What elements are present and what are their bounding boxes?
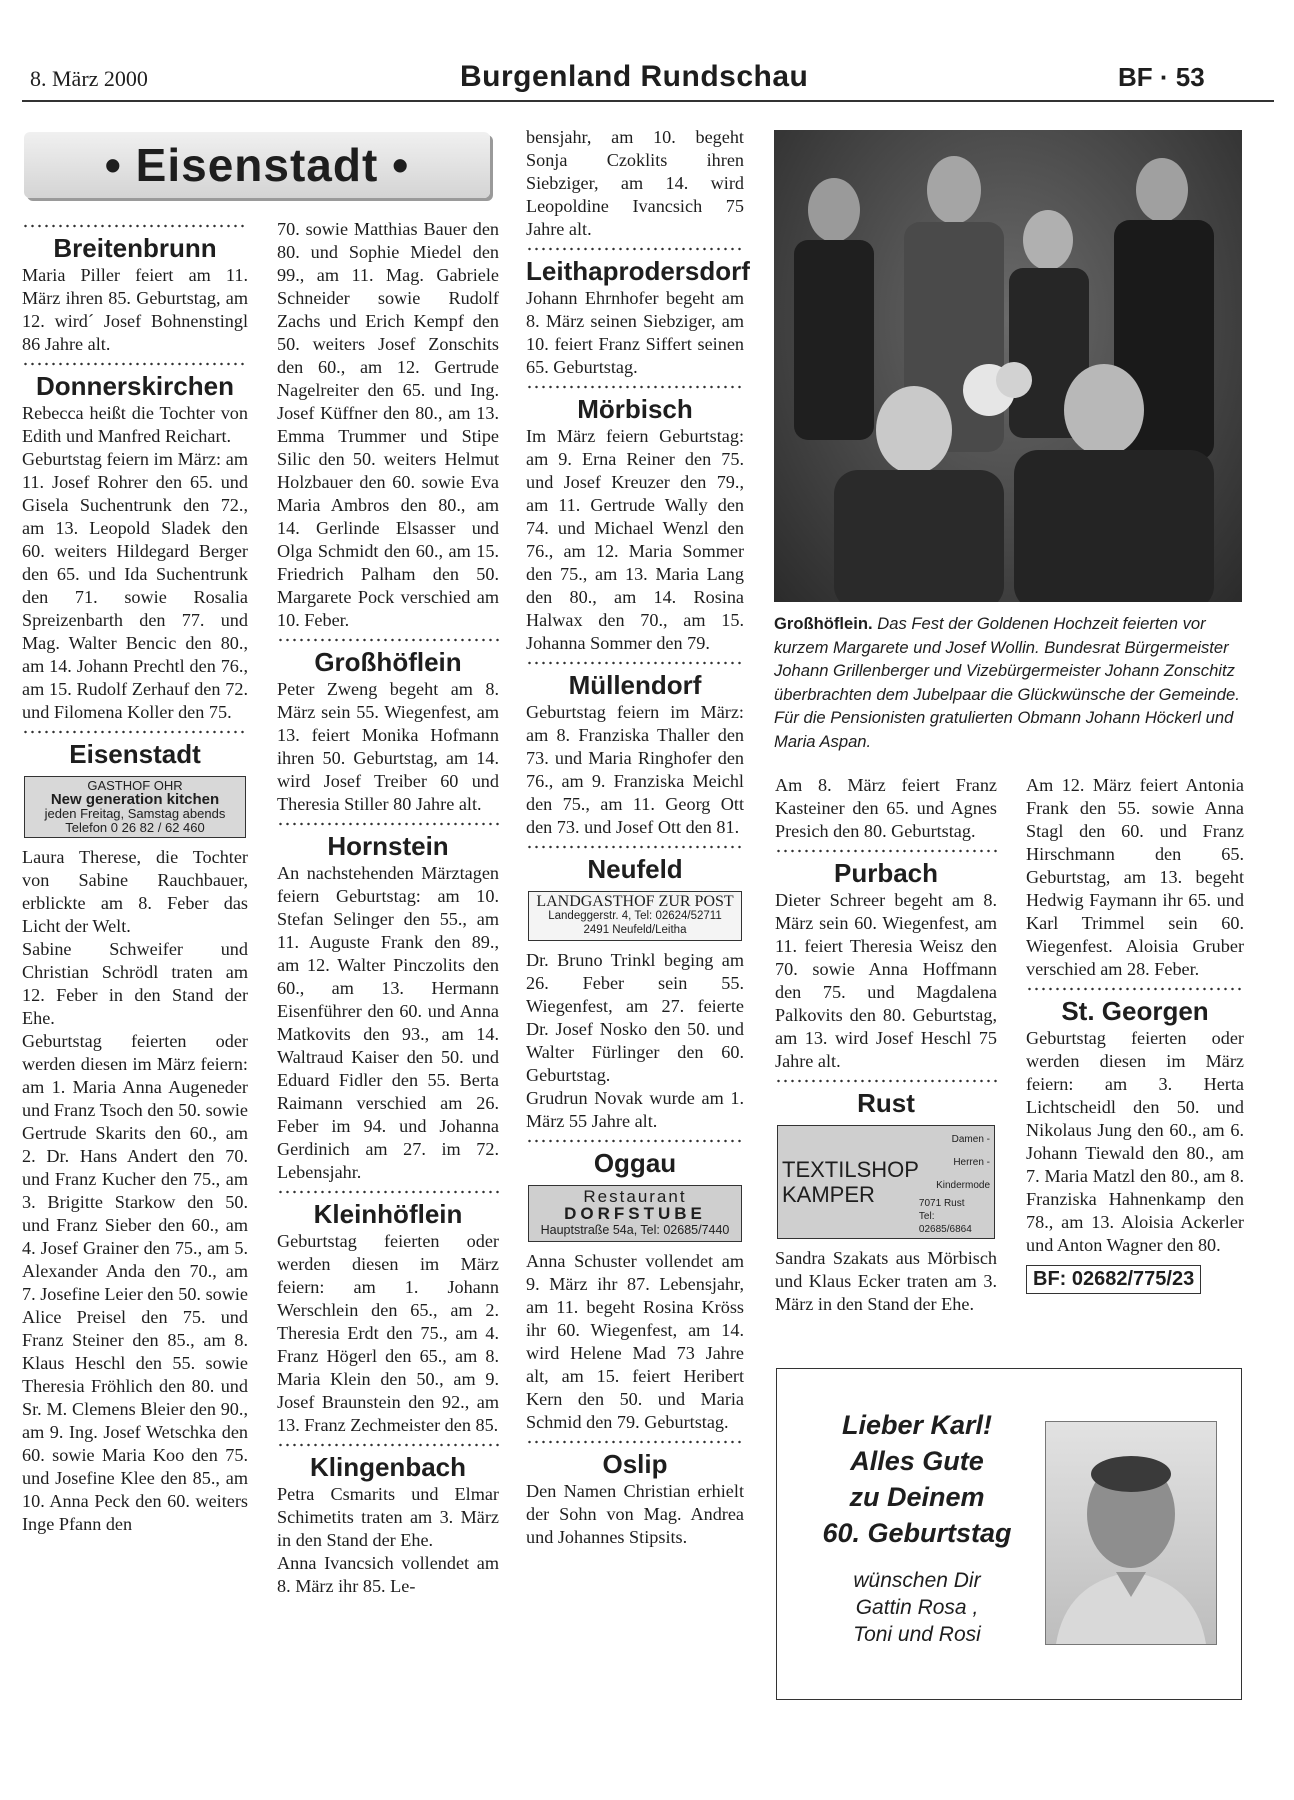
heading-neufeld: Neufeld (587, 854, 683, 884)
article-text: Sabine Schweifer und Christian Schrödl traten am 12. Feber in den Stand der Ehe. (22, 939, 248, 1028)
dotted-divider (775, 847, 997, 855)
heading-moerbisch: Mörbisch (577, 394, 693, 424)
newspaper-title: Burgenland Rundschau (460, 60, 809, 93)
photo-illustration (774, 130, 1242, 602)
article-text: Geburtstag feierten oder werden diesen im März feiern: am 3. Herta Lichtscheidl den 50. und Nikolaus Jung den 60., am 6. Johann Tiewald den 80., am 7. Maria Matzl den 80., am 8. Franziska Hahnenkamp den 78., am 13. Aloisia Ackerler und Anton Wagner den 80. (1026, 1028, 1244, 1255)
ad-textilshop-kamper (777, 1125, 995, 1239)
portrait-photo (1045, 1421, 1217, 1645)
article-text: Geburtstag feiern im März: am 11. Josef Rohrer den 65. und Gisela Suchentrunk den 72., am 13. Leopold Sladek den 60. weiters Hildegard Berger den 65. und Ida Suchentrunk den 71. sowie Rosalia Spreizenbarth den 77. und Mag. Walter Bencic den 80., am 14. Johann Prechtl den 76., am 15. Rudolf Zerhauf den 72. und Filomena Koller den 75. (22, 449, 248, 722)
article-text: Johann Ehrnhofer begeht am 8. März seinen Siebziger, am 10. feiert Franz Siffert seinen 65. Geburtstag. (526, 288, 744, 377)
ad-line: KAMPER (782, 1182, 875, 1207)
ad-line: jeden Freitag, Samstag abends (44, 806, 226, 821)
article-text: Grudrun Novak wurde am 1. März 55 Jahre alt. (526, 1088, 744, 1131)
greeting-line: wünschen Dir (853, 1569, 981, 1592)
birthday-greeting-box (776, 1368, 1242, 1700)
ad-line: Telefon 0 26 82 / 62 460 (65, 820, 205, 835)
greeting-signature (777, 1567, 1057, 1648)
article-text: Laura Therese, die Tochter von Sabine Rauchbauer, erblickte am 8. Feber das Licht der Welt. (22, 847, 248, 936)
ad-line: Landeggerstr. 4, Tel: 02624/52711 (548, 910, 722, 922)
dotted-divider (277, 1441, 499, 1449)
heading-purbach: Purbach (833, 858, 939, 888)
photo-caption (774, 612, 1244, 753)
article-text: Petra Csmarits und Elmar Schimetits traten am 3. März in den Stand der Ehe. (277, 1484, 499, 1550)
greeting-line: Lieber Karl! (841, 1410, 993, 1440)
ad-line: Tel: 02685/6864 (918, 1211, 972, 1235)
article-text: Im März feiern Geburtstag: am 9. Erna Reiner den 75. und Josef Kreuzer den 79., am 11. Gertrude Wally den 74. und Michael Wenzl den 76., am 12. Maria Sommer den 75., am 13. Maria Lang den 80., am 14. Rosina Halwax den 70., am 15. Johanna Sommer den 79. (526, 426, 744, 653)
article-text: Geburtstag feierten oder werden diesen im März feiern: am 1. Maria Anna Augeneder und Franz Tsoch den 50. sowie Gertrude Skarits den 60., am 2. Dr. Hans Andert den 70. und Franz Kucher den 75., am 3. Brigitte Starkow den 50. und Franz Sieber den 60., am 4. Josef Grainer den 75., am 5. Alexander Anda den 70., am 7. Josefine Leier den 50. sowie Alice Preisel den 75. und Franz Steiner den 85., am 8. Klaus Heschl den 55. sowie Theresia Fröhlich den 80. und Sr. M. Clemens Bleier den 90., am 9. Ing. Josef Wetschka den 60. sowie Maria Koo den 75. und Josefine Klee den 85., am 10. Anna Peck den 60. weiters Inge Pfann den (22, 1031, 248, 1534)
dotted-divider (526, 383, 744, 391)
ad-right (919, 1128, 990, 1236)
column-5 (1026, 774, 1244, 1294)
dotted-divider (22, 222, 248, 230)
article-text: Dieter Schreer begeht am 8. März sein 60. Wiegenfest, am 11. feiert Theresia Weisz den 70. sowie Anna Hoffmann den 75. und Magdalena Palkovits den 80. Geburtstag, am 13. wird Josef Heschl 75 Jahre alt. (775, 890, 997, 1071)
heading-kleinhoeflein: Kleinhöflein (313, 1199, 463, 1229)
dotted-divider (775, 1077, 997, 1085)
greeting-line: 60. Geburtstag (822, 1518, 1012, 1548)
article-text: Maria Piller feiert am 11. März ihren 85. Geburtstag, am 12. wird´ Josef Bohnenstingl 86 Jahre alt. (22, 265, 248, 354)
dotted-divider (22, 728, 248, 736)
article-text: Geburtstag feierten oder werden diesen im März feiern: am 1. Johann Werschlein den 65., am 2. Theresia Erdt den 75., am 4. Franz Högerl den 65., am 8. Maria Klein den 50., am 9. Josef Braunstein den 92., am 13. Franz Zechmeister den 85. (277, 1231, 499, 1435)
heading-oggau: Oggau (593, 1148, 677, 1178)
ad-line: TEXTILSHOP (782, 1157, 919, 1182)
dotted-divider (277, 820, 499, 828)
heading-oslip: Oslip (602, 1449, 668, 1479)
article-text: Anna Schuster vollendet am 9. März ihr 87. Lebensjahr, am 11. begeht Rosina Kröss ihr 60. Wiegenfest, am 14. wird Helene Mad 73 Jahre alt, am 15. feiert Heribert Kern den 50. und Maria Schmid den 79. Geburtstag. (526, 1251, 744, 1432)
ad-line: 7071 Rust (918, 1198, 965, 1209)
article-text: bensjahr, am 10. begeht Sonja Czoklits ihren Siebziger, am 14. wird Leopoldine Ivancsich 75 Jahre alt. (526, 127, 744, 239)
article-text: Peter Zweng begeht am 8. März sein 55. Wiegenfest, am 13. feiert Monika Hofmann ihren 50. Geburtstag, am 14. wird Josef Treiber 60 und Theresia Stiller 80 Jahre alt. (277, 679, 499, 814)
column-4 (775, 774, 997, 1316)
ad-line: GASTHOF OHR (87, 778, 183, 793)
article-text: Sandra Szakats aus Mörbisch und Klaus Ecker traten am 3. März in den Stand der Ehe. (775, 1248, 997, 1314)
ad-gasthof-ohr (24, 776, 246, 838)
article-text: Rebecca heißt die Tochter von Edith und Manfred Reichart. (22, 403, 248, 446)
dotted-divider (526, 245, 744, 253)
section-banner: • Eisenstadt • (24, 132, 490, 198)
greeting-headline (777, 1407, 1057, 1551)
ad-line: LANDGASTHOF ZUR POST (536, 893, 734, 910)
ad-landgasthof-zur-post (528, 891, 742, 941)
dotted-divider (277, 1188, 499, 1196)
header-rule (22, 100, 1274, 102)
greeting-line: zu Deinem (849, 1482, 985, 1512)
heading-klingenbach: Klingenbach (309, 1452, 466, 1482)
dotted-divider (526, 1137, 744, 1145)
column-2 (277, 218, 499, 1598)
ad-line: Restaurant (583, 1187, 687, 1206)
ad-slogan: New generation kitchen (50, 791, 220, 808)
greeting-line: Toni und Rosi (853, 1623, 981, 1646)
contact-phone: BF: 02682/775/23 (1026, 1265, 1201, 1294)
article-text: Geburtstag feiern im März: am 8. Franziska Thaller den 73. und Maria Ringhofer den 76., am 9. Franziska Meichl den 75., am 11. Georg Ott den 73. und Josef Ott den 81. (526, 702, 744, 837)
issue-date: 8. März 2000 (30, 66, 148, 91)
dotted-divider (526, 843, 744, 851)
ad-line: DORFSTUBE (564, 1204, 706, 1223)
ad-left (782, 1157, 919, 1207)
heading-hornstein: Hornstein (327, 831, 449, 861)
column-3 (526, 126, 750, 1549)
heading-muellendorf: Müllendorf (568, 670, 702, 700)
page-number: BF · 53 (1118, 62, 1205, 92)
caption-place: Großhöflein. (774, 614, 873, 633)
dotted-divider (22, 360, 248, 368)
ad-restaurant-dorfstube (528, 1185, 742, 1242)
heading-st-georgen: St. Georgen (1061, 996, 1209, 1026)
ad-body (778, 1126, 994, 1238)
heading-grosshoeflein: Großhöflein (314, 647, 462, 677)
heading-donnerskirchen: Donnerskirchen (36, 371, 234, 401)
dotted-divider (277, 636, 499, 644)
caption-text: Das Fest der Goldenen Hochzeit feierten vor kurzem Margarete und Josef Wollin. Bundesrat Bürgermeister Johann Grillenberger und Vizebürgermeister Johann Zonschitz überbrachten dem Jubelpaar die Glückwünsche der Gemeinde. Für die Pensionisten gratulierten Obmann Johann Höckerl und Maria Aspan. (774, 614, 1240, 751)
article-text: Am 12. März feiert Antonia Frank den 55. sowie Anna Stagl den 60. und Franz Hirschmann den 65. Geburtstag, am 13. begeht Hedwig Faymann ihr 65. und Karl Trimmel sein 60. Wiegenfest. Aloisia Gruber verschied am 28. Feber. (1026, 775, 1244, 979)
article-text: Am 8. März feiert Franz Kasteiner den 65. und Agnes Presich den 80. Geburtstag. (775, 775, 997, 841)
heading-eisenstadt: Eisenstadt (69, 739, 201, 769)
article-text: An nachstehenden Märztagen feiern Geburtstag: am 10. Stefan Selinger den 55., am 11. Auguste Frank den 89., am 12. Walter Pinczolits den 60., am 13. Hermann Eisenführer den 60. und Anna Matkovits den 93., am 14. Waltraud Kaiser den 50. und Eduard Fidler den 55. Berta Raimann verschied am 26. Feber im 94. und Johanna Gerdinich am 27. im 72. Lebensjahr. (277, 863, 499, 1182)
ad-line: Damen - Herren -Kindermode (936, 1134, 990, 1191)
article-text: Anna Ivancsich vollendet am 8. März ihr 85. Le- (277, 1553, 499, 1596)
heading-rust: Rust (857, 1088, 915, 1118)
dotted-divider (526, 659, 744, 667)
article-text: Dr. Bruno Trinkl beging am 26. Feber sein 55. Wiegenfest, am 27. feierte Dr. Josef Nosko den 50. und Walter Fürlinger den 60. Geburtstag. (526, 950, 744, 1085)
portrait-illustration (1046, 1422, 1216, 1644)
ad-line (25, 793, 245, 807)
article-text: 70. sowie Matthias Bauer den 80. und Sophie Miedel den 99., am 11. Mag. Gabriele Schneider sowie Rudolf Zachs und Erich Kempf den 50. weiters Josef Zonschits den 60., am 12. Gertrude Nagelreiter den 65. und Ing. Josef Küffner den 80., am 13. Emma Trummer und Stipe Silic den 50. weiters Helmut Holzbauer den 60. sowie Eva Maria Ambros den 80., am 14. Gerlinde Elsasser und Olga Schmidt den 60., am 15. Friedrich Palham den 50. Margarete Pock verschied am 10. Feber. (277, 219, 499, 630)
dotted-divider (1026, 985, 1244, 993)
heading-breitenbrunn: Breitenbrunn (53, 233, 217, 263)
ad-line: Hauptstraße 54a, Tel: 02685/7440 (540, 1223, 730, 1237)
ad-line: 2491 Neufeld/Leitha (583, 924, 687, 936)
photo-golden-wedding (774, 130, 1242, 602)
article-text: Den Namen Christian erhielt der Sohn von Mag. Andrea und Johannes Stipsits. (526, 1481, 744, 1547)
column-1 (22, 218, 248, 1536)
greeting-line: Alles Gute (850, 1446, 984, 1476)
greeting-line: Gattin Rosa , (855, 1596, 979, 1619)
heading-leithaprodersdorf: Leithaprodersdorf (526, 256, 750, 286)
dotted-divider (526, 1438, 744, 1446)
